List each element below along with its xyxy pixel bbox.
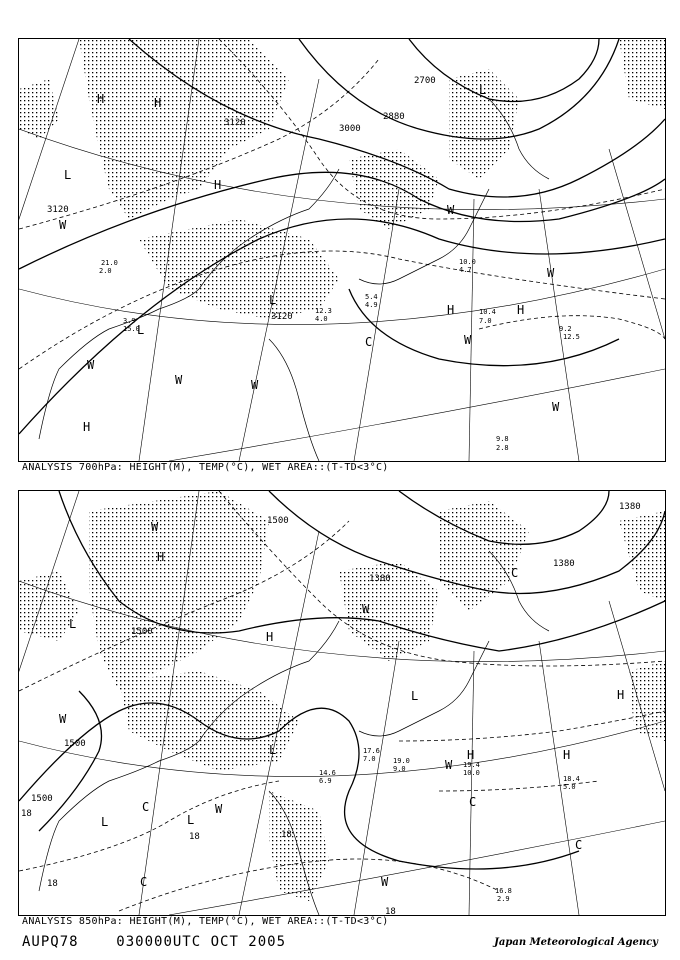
svg-text:12.5: 12.5 (563, 333, 580, 341)
station-plot (563, 775, 580, 791)
agency-credit: Japan Meteorological Agency (494, 937, 658, 948)
station-plot (495, 887, 512, 903)
svg-text:2.9: 2.9 (497, 895, 510, 903)
warm-center: W (59, 712, 67, 726)
contour-label: 1380 (619, 502, 641, 512)
svg-text:3.9: 3.9 (123, 317, 136, 325)
contour-label: 3120 (271, 312, 293, 322)
svg-text:10.4: 10.4 (479, 308, 496, 316)
warm-center: W (547, 266, 555, 280)
warm-center: W (215, 802, 223, 816)
station-plot (393, 757, 410, 773)
high-center: H (157, 550, 165, 564)
analysis-850hpa-map (18, 490, 666, 916)
warm-center: W (251, 378, 259, 392)
cold-center: C (142, 800, 150, 814)
svg-text:9.2: 9.2 (559, 325, 572, 333)
svg-text:21.0: 21.0 (101, 259, 118, 267)
high-center: H (97, 92, 105, 106)
low-center: L (69, 617, 77, 631)
high-center: H (517, 303, 525, 317)
high-center: H (154, 96, 162, 110)
warm-center: W (151, 520, 159, 534)
contour-label: 1500 (64, 739, 86, 749)
contour-label: 3120 (47, 205, 69, 215)
warm-center: W (464, 333, 472, 347)
station-plot (459, 258, 476, 274)
cold-center: C (469, 795, 477, 809)
map-700-svg (19, 39, 665, 461)
valid-time: 030000UTC OCT 2005 (116, 934, 287, 950)
contour-label: 1500 (267, 516, 289, 526)
warm-center: W (59, 218, 67, 232)
isotherm-label: 18 (281, 830, 292, 840)
svg-text:17.6: 17.6 (363, 747, 380, 755)
svg-text:6.9: 6.9 (319, 777, 332, 785)
isotherm-label: 18 (385, 907, 396, 915)
warm-center: W (381, 875, 389, 889)
contour-label: 1380 (369, 574, 391, 584)
svg-text:9.0: 9.0 (393, 765, 406, 773)
svg-text:10.0: 10.0 (459, 258, 476, 266)
cold-center: C (140, 875, 148, 889)
contour-label: 3120 (224, 118, 246, 128)
station-plot (365, 293, 378, 309)
svg-text:2.8: 2.8 (496, 444, 509, 452)
station-plot (496, 435, 509, 452)
high-center: H (563, 748, 571, 762)
high-center: H (214, 178, 222, 192)
wet-area-700 (19, 39, 665, 319)
isotherm-label: 18 (47, 879, 58, 889)
svg-text:9.8: 9.8 (496, 435, 509, 443)
warm-center: W (175, 373, 183, 387)
station-plot (319, 769, 336, 785)
warm-center: W (445, 758, 453, 772)
warm-center: W (362, 602, 370, 616)
low-center: L (64, 168, 72, 182)
high-center: H (83, 420, 91, 434)
svg-text:16.8: 16.8 (495, 887, 512, 895)
cold-center: C (575, 838, 583, 852)
chart-id: AUPQ78 (22, 934, 79, 950)
caption-850hpa: ANALYSIS 850hPa: HEIGHT(M), TEMP(°C), WET AREA::(T-TD<3°C) (22, 916, 389, 927)
caption-700hpa: ANALYSIS 700hPa: HEIGHT(M), TEMP(°C), WET AREA::(T-TD<3°C) (22, 462, 389, 473)
map-850-svg (19, 491, 665, 915)
cold-center: C (365, 335, 373, 349)
contour-label: 1500 (131, 627, 153, 637)
svg-text:10.0: 10.0 (463, 769, 480, 777)
contour-label: 2700 (414, 76, 436, 86)
chart-footer (22, 934, 286, 950)
low-center: L (479, 83, 487, 97)
low-center: L (137, 323, 145, 337)
station-plot (559, 325, 580, 341)
high-center: H (467, 748, 475, 762)
isotherm-labels-850 (21, 809, 396, 915)
analysis-700hpa-map (18, 38, 666, 462)
svg-text:4.0: 4.0 (315, 315, 328, 323)
low-center: L (411, 689, 419, 703)
cold-center: C (511, 566, 519, 580)
low-center: L (187, 813, 195, 827)
contour-label: 1380 (553, 559, 575, 569)
contour-label: 3000 (339, 124, 361, 134)
high-center: H (447, 303, 455, 317)
isotherm-label: 18 (21, 809, 32, 819)
low-center: L (269, 293, 277, 307)
svg-text:19.4: 19.4 (463, 761, 480, 769)
station-plot (315, 307, 332, 323)
svg-text:4.9: 4.9 (365, 301, 378, 309)
svg-text:18.4: 18.4 (563, 775, 580, 783)
svg-text:7.0: 7.0 (479, 317, 492, 325)
warm-center: W (552, 400, 560, 414)
high-center: H (617, 688, 625, 702)
svg-text:5.0: 5.0 (563, 783, 576, 791)
contour-label: 1500 (31, 794, 53, 804)
svg-text:12.3: 12.3 (315, 307, 332, 315)
warm-center: W (87, 358, 95, 372)
low-center: L (269, 743, 277, 757)
warm-center: W (447, 203, 455, 217)
svg-text:2.0: 2.0 (99, 267, 112, 275)
svg-text:14.6: 14.6 (319, 769, 336, 777)
svg-text:5.4: 5.4 (365, 293, 378, 301)
isotherm-label: 18 (189, 832, 200, 842)
station-plot (363, 747, 380, 763)
svg-text:4.7: 4.7 (459, 266, 472, 274)
contour-label: 2880 (383, 112, 405, 122)
high-center: H (266, 630, 274, 644)
station-plot (99, 259, 118, 275)
station-plot (479, 308, 496, 325)
svg-text:19.0: 19.0 (393, 757, 410, 765)
svg-text:7.0: 7.0 (363, 755, 376, 763)
svg-text:15.0: 15.0 (123, 325, 140, 333)
low-center: L (101, 815, 109, 829)
station-plot (463, 761, 480, 777)
